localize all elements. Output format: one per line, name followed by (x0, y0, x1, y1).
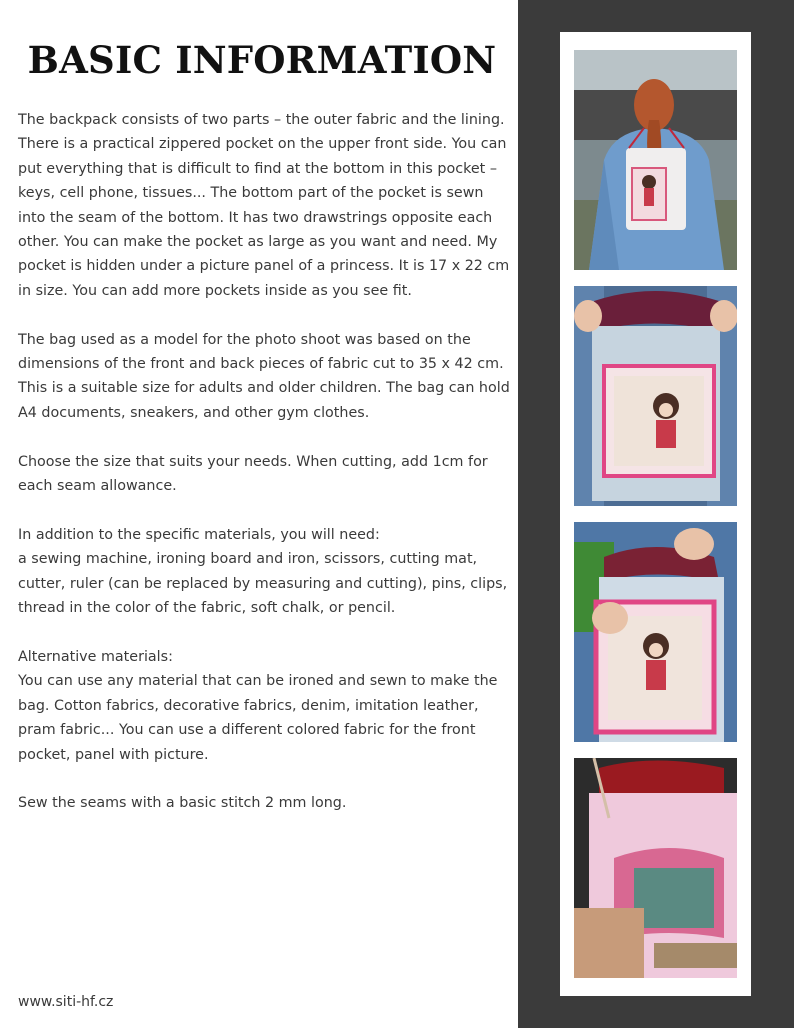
materials-list: a sewing machine, ironing board and iron, scissors, cutting mat, cutter, ruler (can be replaced by measuring and cutting), pins, clips, thread in the color of the fabric, soft chalk, or pencil. (18, 551, 508, 617)
photo-backpack-worn-image (574, 50, 737, 270)
photo-bag-inner-pocket (574, 758, 737, 978)
paragraph-materials (18, 523, 510, 621)
body-text (18, 108, 510, 840)
page-title: BASIC INFORMATION (27, 38, 497, 82)
photo-bag-front-pocket-image (574, 522, 737, 742)
footer-url: www.siti-hf.cz (18, 994, 114, 1010)
paragraph-description: The backpack consists of two parts – the outer fabric and the lining. There is a practical zippered pocket on the upper front side. You can put everything that is difficult to find at the bottom in this pocket – keys, cell phone, tissues... The bottom part of the pocket is sewn into the seam of the bottom. It has two drawstrings opposite each other. You can make the pocket as large as you want and need. My pocket is hidden under a picture panel of a princess. It is 17 x 22 cm in size. You can add more pockets inside as you see fit. (18, 112, 510, 299)
paragraph-model-size: The bag used as a model for the photo shoot was based on the dimensions of the front and back pieces of fabric cut to 35 x 42 cm. This is a suitable size for adults and older children. The bag can hold A4 documents, sneakers, and other gym clothes. (18, 331, 510, 421)
alternative-text: You can use any material that can be ironed and sewn to make the bag. Cotton fabrics, decorative fabrics, denim, imitation leather, pram fabric... You can use a different colored fabric for the front pocket, panel with picture. (18, 673, 498, 763)
photo-bag-opened (574, 286, 737, 506)
photo-strip (560, 32, 751, 996)
photo-bag-front-pocket (574, 522, 737, 742)
photo-backpack-worn (574, 50, 737, 270)
paragraph-choose-size: Choose the size that suits your needs. When cutting, add 1cm for each seam allowance. (18, 453, 488, 495)
alternative-heading: Alternative materials: (18, 648, 173, 665)
paragraph-seams: Sew the seams with a basic stitch 2 mm long. (18, 795, 347, 812)
paragraph-alternative (18, 645, 510, 767)
materials-intro: In addition to the specific materials, you will need: (18, 526, 380, 543)
photo-bag-opened-image (574, 286, 737, 506)
photo-panel (518, 0, 794, 1028)
photo-bag-inner-pocket-image (574, 758, 737, 978)
